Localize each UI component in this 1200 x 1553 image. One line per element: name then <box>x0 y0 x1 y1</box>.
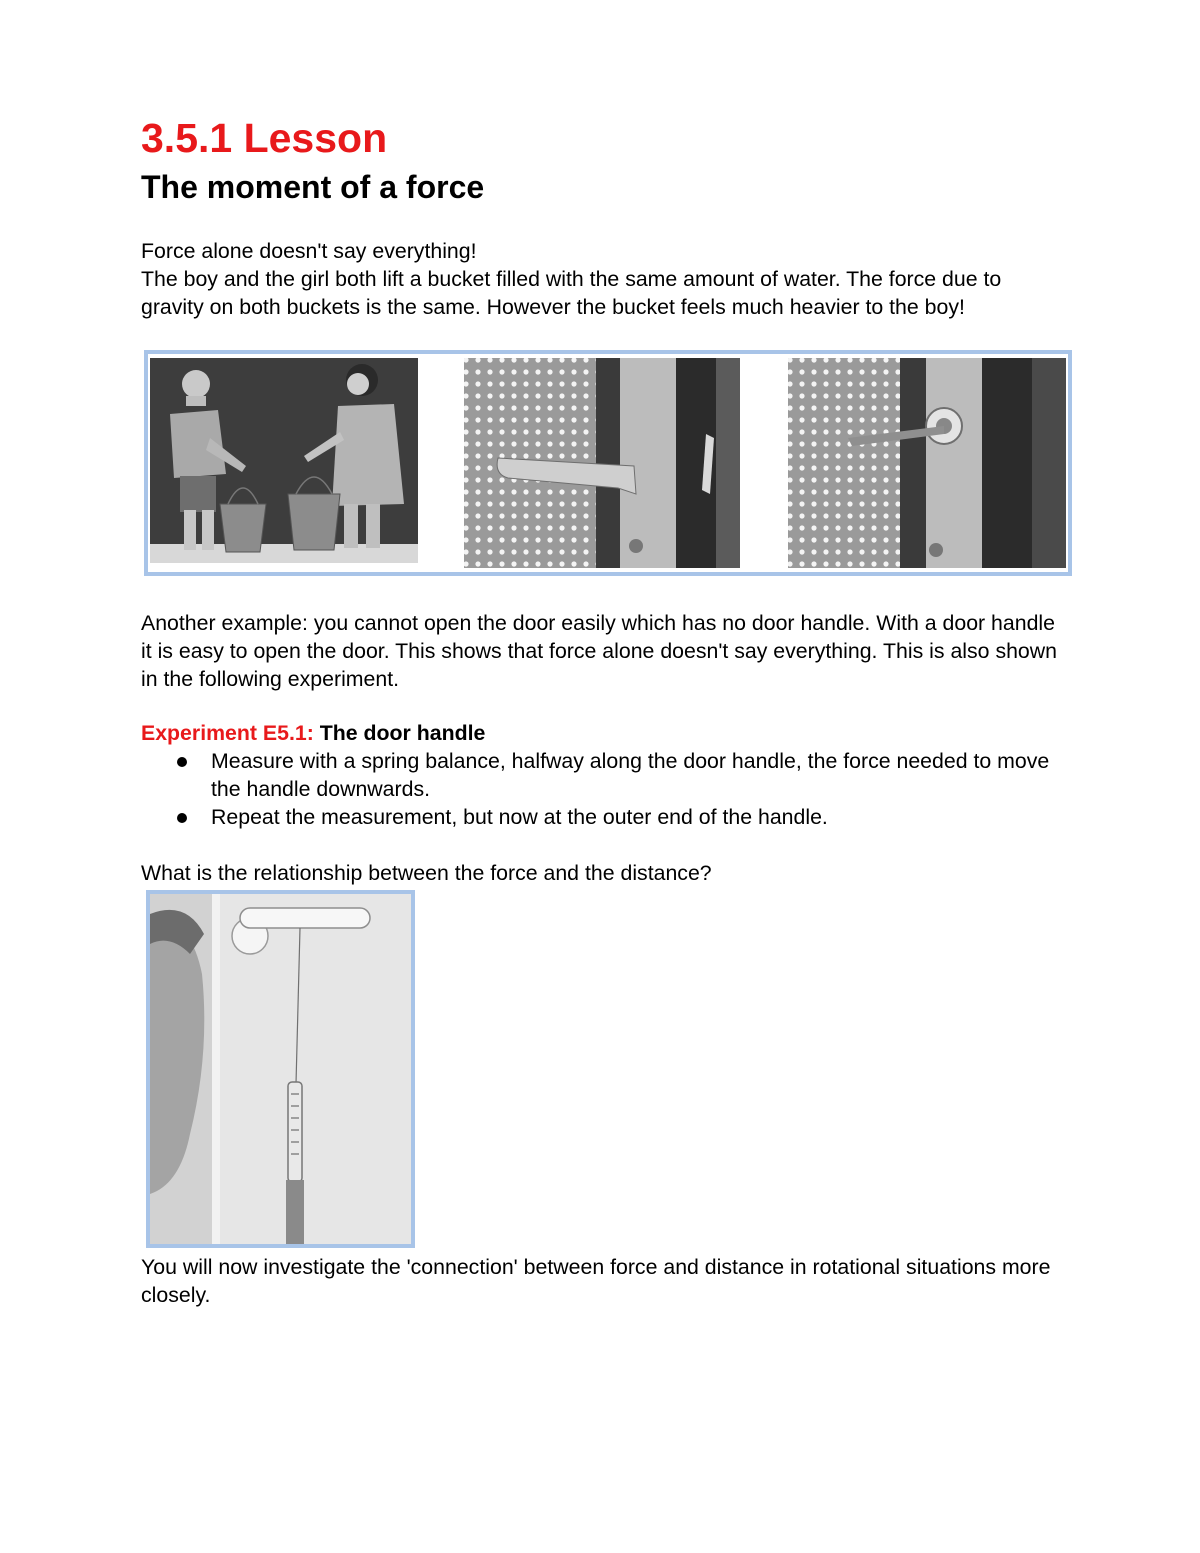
intro-line-2: The boy and the girl both lift a bucket filled with the same amount of water. The force due to gravity on both buckets is the same. However the bucket feels much heavier to the boy! <box>141 267 1002 319</box>
experiment-step-text: Measure with a spring balance, halfway along the door handle, the force needed to move the handle downwards. <box>211 749 1050 801</box>
list-item <box>141 803 1061 831</box>
list-item <box>141 747 1061 803</box>
lesson-subtitle: The moment of a force <box>141 169 485 205</box>
lesson-title: 3.5.1 Lesson <box>141 115 388 161</box>
door-example-paragraph: Another example: you cannot open the door easily which has no door handle. With a door handle it is easy to open the door. This shows that force alone doesn't say everything. This is also shown in the following experiment. <box>141 611 1058 691</box>
intro-paragraph <box>141 237 1061 321</box>
experiment-steps-list <box>141 747 1061 831</box>
door-without-handle-photo <box>788 358 1066 568</box>
boy-and-girl-photo <box>150 358 418 563</box>
spring-balance-illustration <box>150 894 411 1244</box>
bullet-dot-icon <box>177 813 187 823</box>
figure-buckets-and-doors-illustration <box>148 354 1068 572</box>
bullet-dot-icon <box>177 757 187 767</box>
experiment-heading <box>141 719 485 747</box>
door-with-handle-photo <box>464 358 740 568</box>
question-paragraph: What is the relationship between the force and the distance? <box>141 861 712 885</box>
figure-buckets-and-doors <box>144 350 1072 576</box>
intro-line-1: Force alone doesn't say everything! <box>141 239 477 263</box>
closing-paragraph: You will now investigate the 'connection' between force and distance in rotational situations more closely. <box>141 1255 1051 1307</box>
experiment-step-text: Repeat the measurement, but now at the outer end of the handle. <box>211 805 828 829</box>
experiment-title: The door handle <box>319 721 486 745</box>
experiment-label: Experiment E5.1: <box>141 721 314 745</box>
figure-spring-balance <box>146 890 415 1248</box>
